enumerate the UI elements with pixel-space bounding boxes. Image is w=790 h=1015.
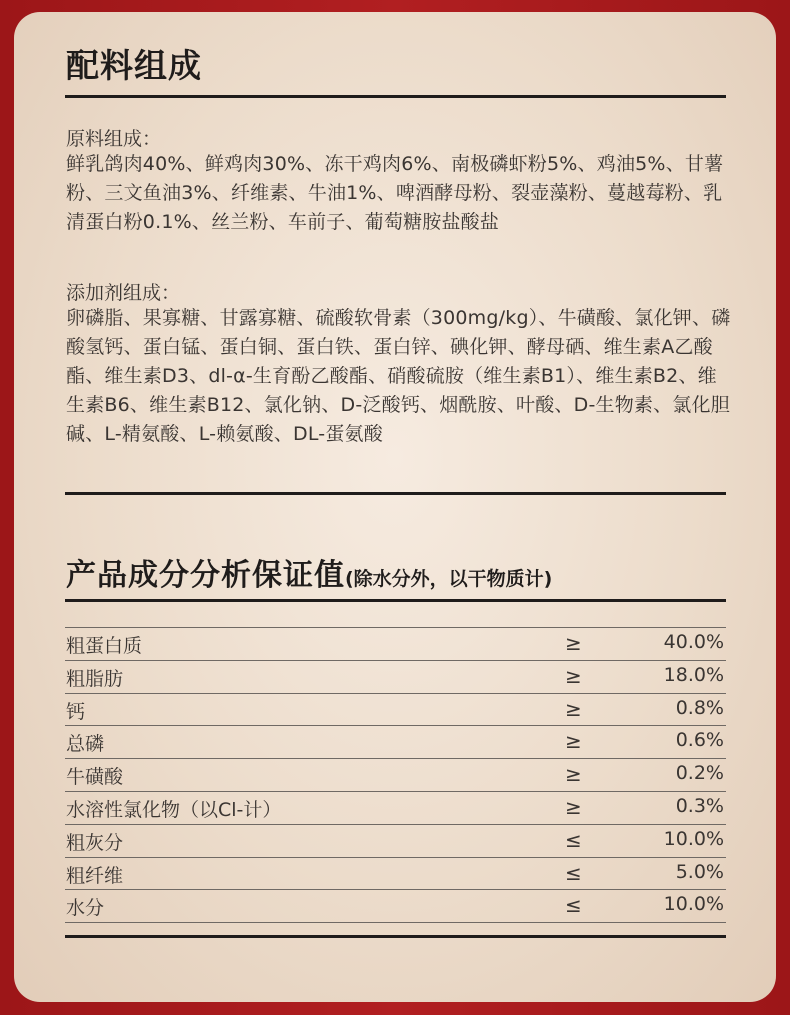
nutrient-name: 牛磺酸 — [66, 766, 124, 789]
nutrient-value: 0.8% — [675, 696, 724, 719]
analysis-title — [66, 550, 552, 594]
analysis-title-note: (除水分外，以干物质计) — [345, 568, 553, 590]
nutrient-name: 粗纤维 — [66, 864, 124, 887]
bottom-divider — [65, 935, 726, 938]
comparison-symbol: ≥ — [565, 631, 582, 655]
nutrient-value: 5.0% — [675, 860, 724, 883]
table-row — [65, 825, 726, 858]
nutrient-name: 粗蛋白质 — [66, 635, 143, 657]
analysis-table — [65, 627, 726, 923]
analysis-title-main: 产品成分分析保证值 — [66, 558, 345, 593]
nutrient-value: 10.0% — [663, 893, 724, 916]
nutrient-name: 钙 — [66, 700, 86, 723]
comparison-symbol: ≤ — [565, 827, 582, 852]
table-row — [65, 759, 726, 792]
section-divider — [65, 492, 726, 495]
info-card — [14, 12, 776, 1002]
table-row — [65, 661, 726, 694]
nutrient-name: 总磷 — [66, 733, 105, 756]
table-row — [65, 694, 726, 727]
table-row — [65, 858, 726, 891]
analysis-title-divider — [65, 599, 726, 602]
title-divider — [65, 95, 726, 98]
raw-materials-label: 原料组成： — [66, 128, 162, 150]
comparison-symbol: ≥ — [565, 729, 582, 754]
comparison-symbol: ≥ — [565, 663, 582, 688]
table-row — [65, 792, 726, 825]
additives-text: 卵磷脂、果寡糖、甘露寡糖、硫酸软骨素（300mg/kg）、牛磺酸、氯化钾、磷酸氢钙、蛋白锰、蛋白铜、蛋白铁、蛋白锌、碘化钾、酵母硒、维生素A乙酸酯、维生素D3、dl-α-生育酚乙酸酯、硝酸硫胺（维生素B1）、维生素B2、维生素B6、维生素B12、氯化钠、D-泛酸钙、烟酰胺、叶酸、D-生物素、氯化胆碱、L-精氨酸、L-赖氨酸、DL-蛋氨酸 — [66, 307, 731, 445]
nutrient-value: 40.0% — [663, 631, 724, 653]
nutrient-value: 0.3% — [675, 794, 724, 817]
nutrient-value: 10.0% — [663, 827, 724, 850]
comparison-symbol: ≤ — [565, 860, 582, 885]
nutrient-value: 0.2% — [675, 762, 724, 785]
table-row — [65, 627, 726, 661]
nutrient-value: 18.0% — [663, 663, 724, 686]
nutrient-name: 粗脂肪 — [66, 667, 124, 690]
table-row — [65, 726, 726, 759]
additives-label: 添加剂组成： — [66, 282, 181, 304]
comparison-symbol: ≥ — [565, 794, 582, 819]
ingredients-title: 配料组成 — [66, 46, 202, 85]
table-row — [65, 890, 726, 923]
nutrient-name: 粗灰分 — [66, 831, 124, 854]
comparison-symbol: ≥ — [565, 762, 582, 787]
comparison-symbol: ≥ — [565, 696, 582, 721]
raw-materials-text: 鲜乳鸽肉40%、鲜鸡肉30%、冻干鸡肉6%、南极磷虾粉5%、鸡油5%、甘薯粉、三文鱼油3%、纤维素、牛油1%、啤酒酵母粉、裂壶藻粉、蔓越莓粉、乳清蛋白粉0.1%、丝兰粉、车前子、葡萄糖胺盐酸盐 — [66, 153, 724, 233]
comparison-symbol: ≤ — [565, 893, 582, 918]
nutrient-name: 水分 — [66, 897, 105, 920]
nutrient-value: 0.6% — [675, 729, 724, 752]
nutrient-name: 水溶性氯化物（以Cl-计） — [66, 798, 282, 821]
